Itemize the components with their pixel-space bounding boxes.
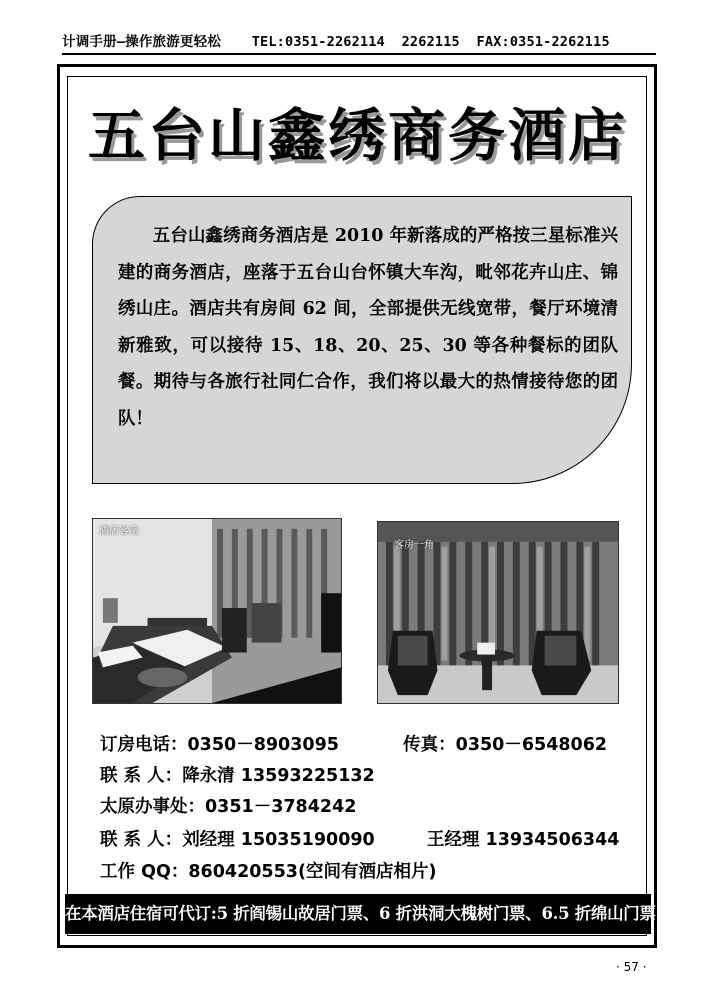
fax-label: 传真： <box>403 735 456 755</box>
qq-value: 860420553(空间有酒店相片) <box>188 862 437 882</box>
qq-row <box>100 857 436 887</box>
office-row <box>100 792 356 822</box>
running-header <box>62 30 654 52</box>
contact2-value: 刘经理 15035190090 <box>182 830 375 850</box>
photo-room-corner <box>377 521 619 704</box>
office-label: 太原办事处： <box>100 797 205 817</box>
booking-phone: 0350－8903095 <box>187 735 339 755</box>
contact1-value: 降永清 13593225132 <box>182 766 375 786</box>
hotel-title: 五台山鑫绣商务酒店 <box>88 102 628 169</box>
room-photo-illustration <box>93 519 341 703</box>
intro-text: 五台山鑫绣商务酒店是 2010 年新落成的严格按三星标准兴建的商务酒店，座落于五台山台怀镇大车沟，毗邻花卉山庄、锦绣山庄。酒店共有房间 62 间，全部提供无线宽带，餐厅环境清新雅致，可以接待 15、18、20、25、30 等各种餐标的团队餐。期待与各旅行社同仁合作，我们将以最大的热情接待您的团队！ <box>118 226 618 429</box>
contact1-label: 联 系 人： <box>100 766 183 786</box>
photo-hotel-room <box>92 518 342 704</box>
contact2-label: 联 系 人： <box>100 830 183 850</box>
header-contact: TEL:0351-2262114 2262115 FAX:0351-2262115 <box>251 34 610 50</box>
photo-caption: 客房一角 <box>394 540 434 551</box>
header-rule <box>62 53 656 55</box>
ticket-offer-banner: 在本酒店住宿可代订:5 折阎锡山故居门票、6 折洪洞大槐树门票、6.5 折绵山门票! <box>65 894 651 934</box>
photo-caption: 酒店客房 <box>99 526 139 537</box>
contact2-row <box>100 825 619 855</box>
qq-label: 工作 QQ： <box>100 862 189 882</box>
page-number: · 57 · <box>616 960 647 974</box>
header-slogan: 计调手册—操作旅游更轻松 <box>62 34 222 50</box>
contact3-value: 王经理 13934506344 <box>426 830 620 850</box>
booking-label: 订房电话： <box>100 735 188 755</box>
booking-row <box>100 730 607 760</box>
fax-number: 0350－6548062 <box>455 735 608 755</box>
contact1-row <box>100 761 375 791</box>
office-phone: 0351－3784242 <box>205 797 357 817</box>
